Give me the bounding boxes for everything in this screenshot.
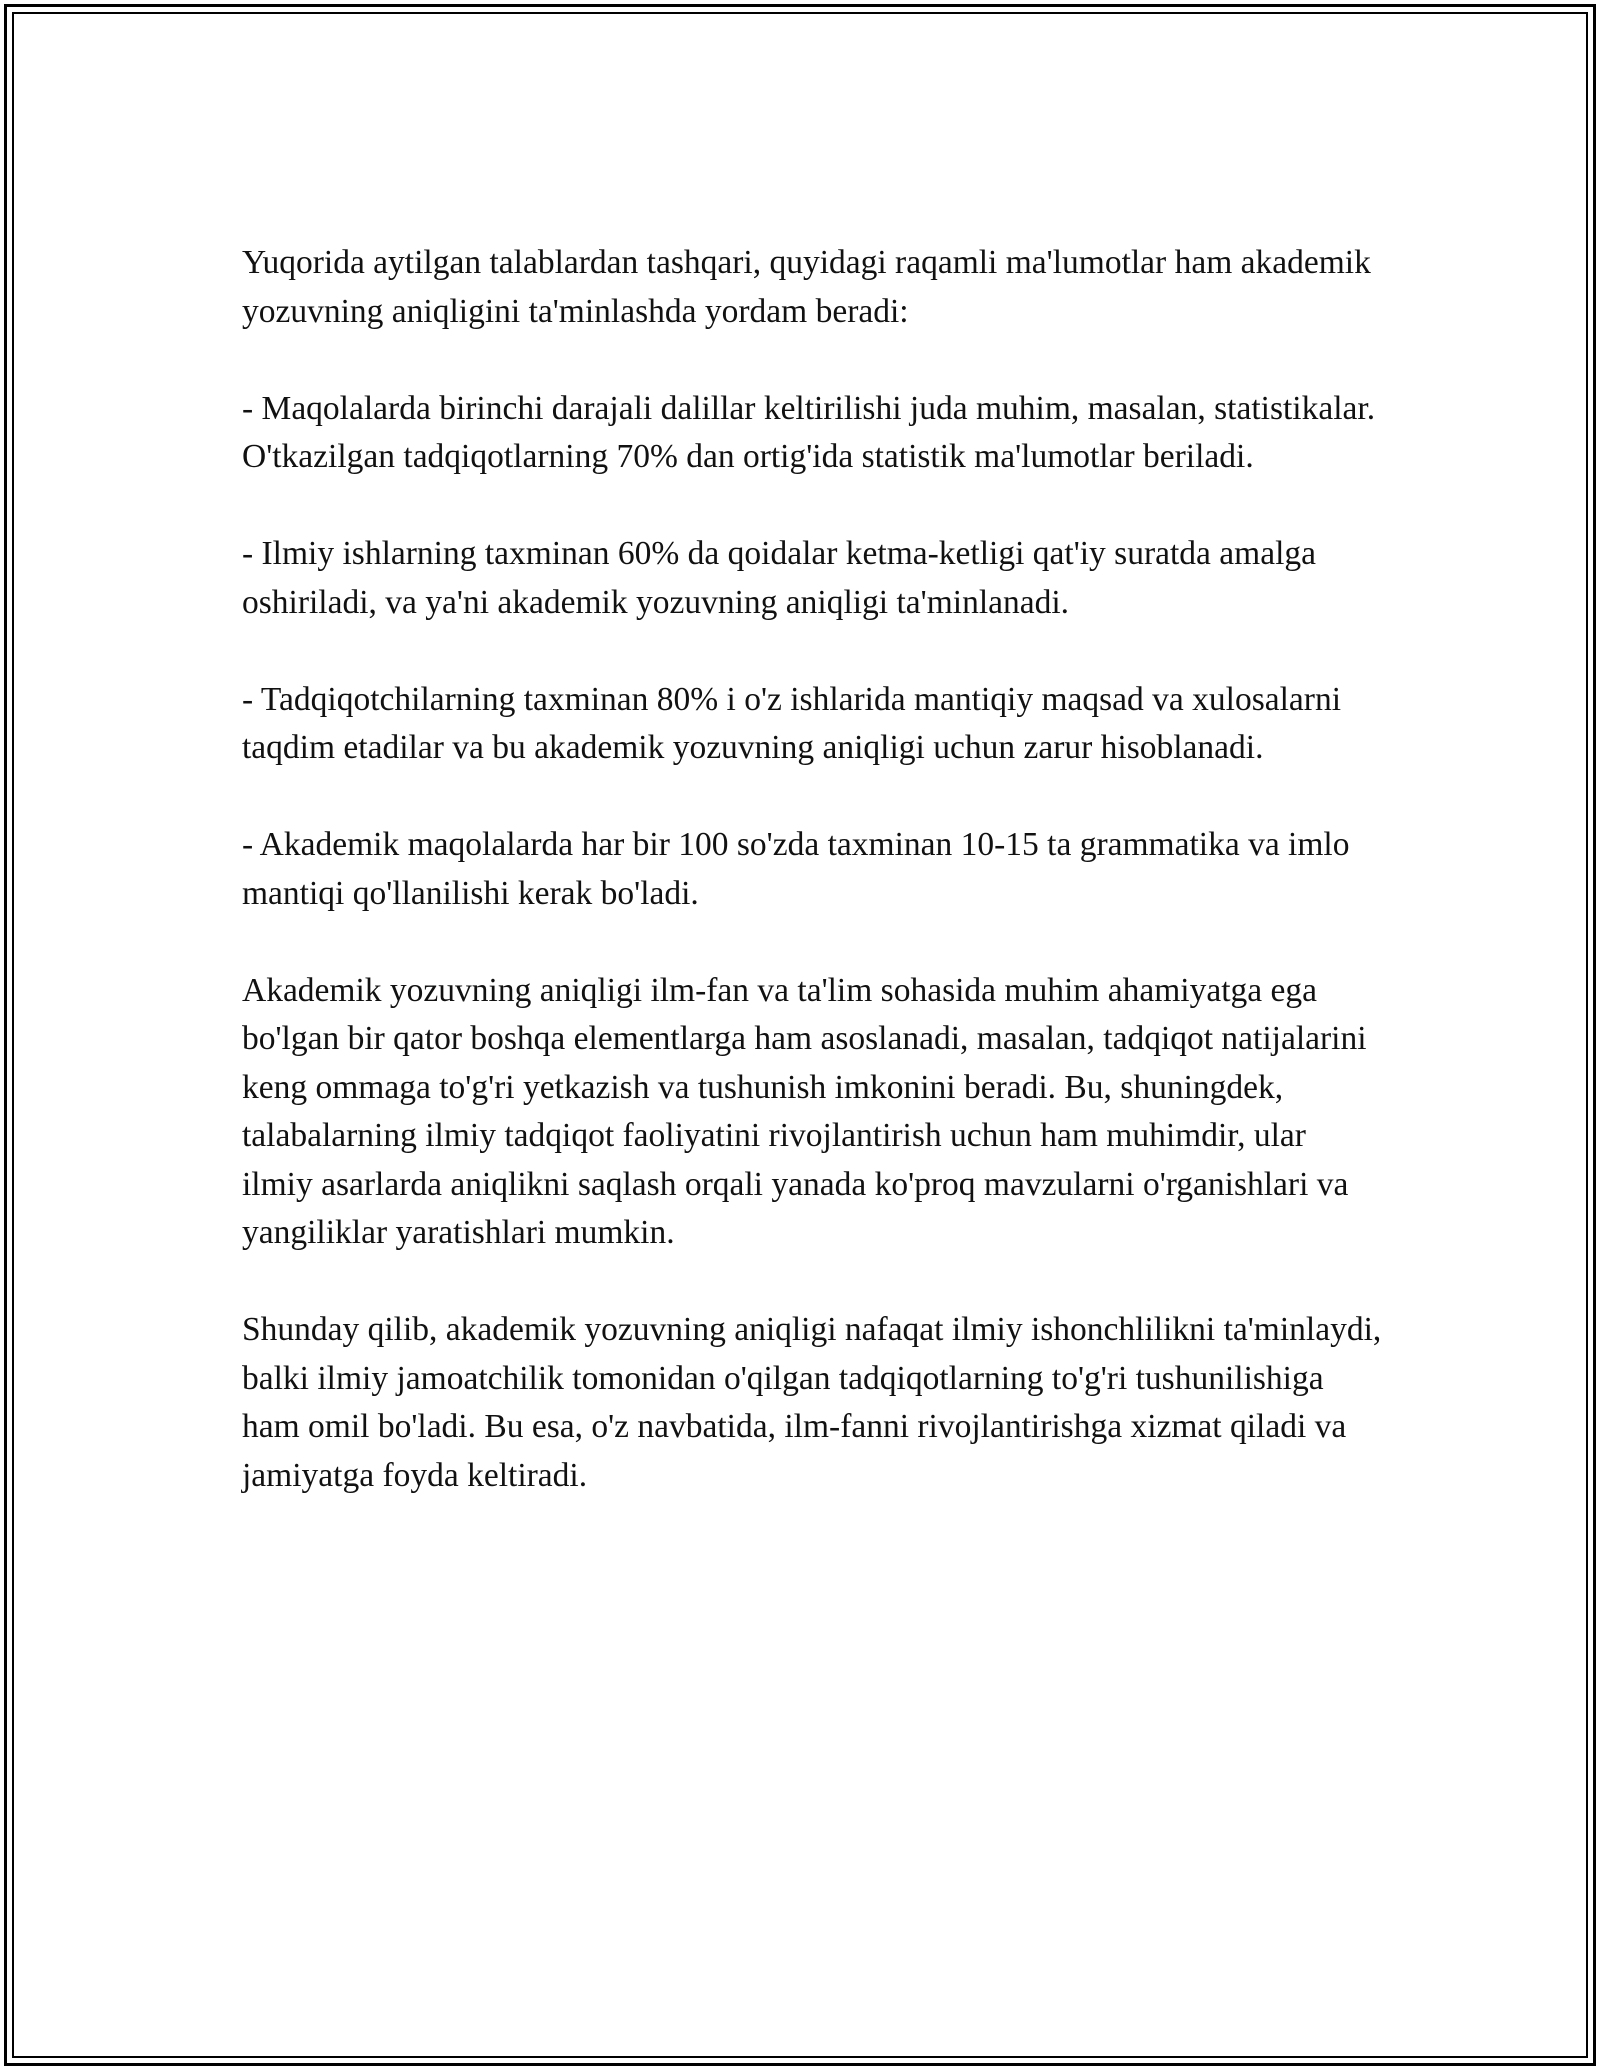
document-body (242, 239, 1382, 1500)
list-item-statistics: - Maqolalarda birinchi darajali dalillar keltirilishi juda muhim, masalan, statistikalar. O'tkazilgan tadqiqotlarning 70% dan ortig'ida statistik ma'lumotlar beriladi. (242, 389, 1376, 475)
list-item-grammar: - Akademik maqolalarda har bir 100 so'zda taxminan 10-15 ta grammatika va imlo mantiqi qo'llanilishi kerak bo'ladi. (242, 826, 1350, 912)
body-paragraph: Akademik yozuvning aniqligi ilm-fan va ta'lim sohasida muhim ahamiyatga ega bo'lgan bir qator boshqa elementlarga ham asoslanadi, masalan, tadqiqot natijalarini keng ommaga to'g'ri yetkazish va tushunish imkonini beradi. Bu, shuningdek, talabalarning ilmiy tadqiqot faoliyatini rivojlantirish uchun ham muhimdir, ular ilmiy asarlarda aniqlikni saqlash orqali yanada ko'proq mavzularni o'rganishlari va yangiliklar yaratishlari mumkin. (242, 971, 1367, 1251)
intro-paragraph: Yuqorida aytilgan talablardan tashqari, quyidagi raqamli ma'lumotlar ham akademik yozuvning aniqligini ta'minlashda yordam beradi: (242, 244, 1371, 330)
list-item-rules-sequence: - Ilmiy ishlarning taxminan 60% da qoidalar ketma-ketligi qat'iy suratda amalga oshiriladi, va ya'ni akademik yozuvning aniqligi ta'minlanadi. (242, 535, 1316, 621)
page-border (4, 4, 1596, 2066)
conclusion-paragraph: Shunday qilib, akademik yozuvning aniqligi nafaqat ilmiy ishonchlilikni ta'minlaydi, balki ilmiy jamoatchilik tomonidan o'qilgan tadqiqotlarning to'g'ri tushunilishiga ham omil bo'ladi. Bu esa, o'z navbatida, ilm-fanni rivojlantirishga xizmat qiladi va jamiyatga foyda keltiradi. (242, 1311, 1382, 1494)
list-item-goals-conclusions: - Tadqiqotchilarning taxminan 80% i o'z ishlarida mantiqiy maqsad va xulosalarni taqdim etadilar va bu akademik yozuvning aniqligi uchun zarur hisoblanadi. (242, 680, 1342, 766)
